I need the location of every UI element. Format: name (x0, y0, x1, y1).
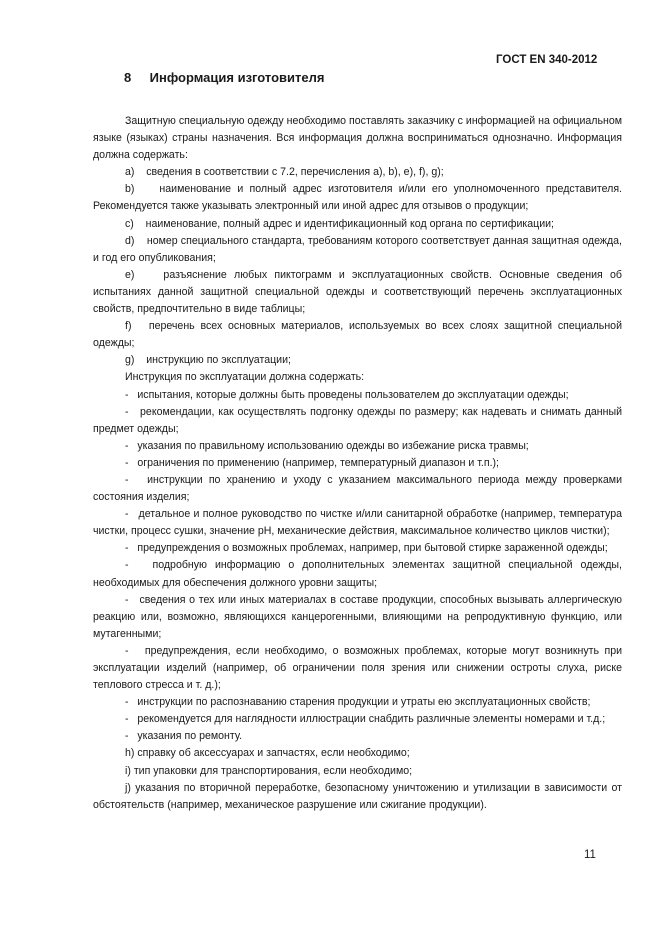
standard-code: ГОСТ EN 340-2012 (496, 54, 598, 66)
list-item-b: b) наименование и полный адрес изготовителя и/или его уполномоченного представителя. Рекомендуется также указывать электронный или иной адрес для отзывов о продукции; (93, 183, 622, 213)
page-number: 11 (584, 849, 596, 861)
dash-item: - рекомендуется для наглядности иллюстрации снабдить различные элементы номерами и т.д.; (125, 713, 606, 726)
section-title: Информация изготовителя (149, 70, 325, 85)
list-item-i: i) тип упаковки для транспортирования, если необходимо; (125, 764, 413, 777)
dash-item: - предупреждения о возможных проблемах, например, при бытовой стирке зараженной одежды; (125, 542, 608, 555)
list-item-f: f) перечень всех основных материалов, используемых во всех слоях защитной специальной одежды; (93, 320, 622, 350)
list-item-e: e) разъяснение любых пиктограмм и эксплуатационных свойств. Основные сведения об испытаниях данной защитной специальной одежды и соответствующий перечень эксплуатационных свойств, предпочтительно в виде таблицы; (93, 268, 622, 316)
dash-item: - подробную информацию о дополнительных элементах защитной специальной одежды, необходимых для обеспечения должного уровни защиты; (93, 559, 622, 589)
intro-paragraph: Защитную специальную одежду необходимо поставлять заказчику с информацией на официальном языке (языках) страны назначения. Вся информация должна восприниматься однозначно. Информация должна содержать: (93, 115, 622, 162)
dash-item: - рекомендации, как осуществлять подгонку одежды по размеру; как надевать и снимать данный предмет одежды; (93, 405, 622, 435)
section-number: 8 (124, 70, 132, 85)
document-body (93, 113, 622, 814)
list-item-a: a) сведения в соответствии с 7.2, перечисления a), b), e), f), g); (125, 166, 444, 179)
dash-item: - указания по ремонту. (125, 730, 243, 743)
instructions-intro: Инструкция по эксплуатации должна содержать: (125, 371, 365, 384)
list-item-d: d) номер специального стандарта, требованиям которого соответствует данная защитная одежда, и год его опубликования; (93, 234, 622, 264)
dash-item: - ограничения по применению (например, температурный диапазон и т.п.); (125, 456, 499, 469)
dash-item: - сведения о тех или иных материалах в составе продукции, способных вызывать аллергическую реакцию или, возможно, являющихся канцерогенными, влияющими на репродуктивную функцию, или мутагенными; (93, 593, 622, 640)
list-item-h: h) справку об аксессуарах и запчастях, если необходимо; (125, 747, 410, 760)
dash-item: - инструкции по распознаванию старения продукции и утраты ею эксплуатационных свойств; (125, 696, 591, 709)
dash-item: - предупреждения, если необходимо, о возможных проблемах, которые могут возникнуть при эксплуатации изделий (например, об ограничении поля зрения или снижении остроты слуха, риске теплового стресса и т. д.); (93, 644, 622, 692)
dash-item: - испытания, которые должны быть проведены пользователем до эксплуатации одежды; (125, 388, 569, 401)
section-heading (124, 70, 324, 85)
list-item-j: j) указания по вторичной переработке, безопасному уничтожению и утилизации в зависимости от обстоятельств (например, механическое разрушение или сжигание продукции). (93, 781, 622, 811)
dash-item: - инструкции по хранению и уходу с указанием максимального периода между проверками состояния изделия; (93, 473, 622, 504)
list-item-c: c) наименование, полный адрес и идентификационный код органа по сертификации; (125, 217, 554, 230)
dash-item: - детальное и полное руководство по чистке и/или санитарной обработке (например, температура чистки, процесс сушки, значение pH, механические действия, максимальное количество циклов чистки); (93, 508, 622, 538)
list-item-g: g) инструкцию по эксплуатации; (125, 354, 291, 367)
dash-item: - указания по правильному использованию одежды во избежание риска травмы; (125, 439, 529, 452)
